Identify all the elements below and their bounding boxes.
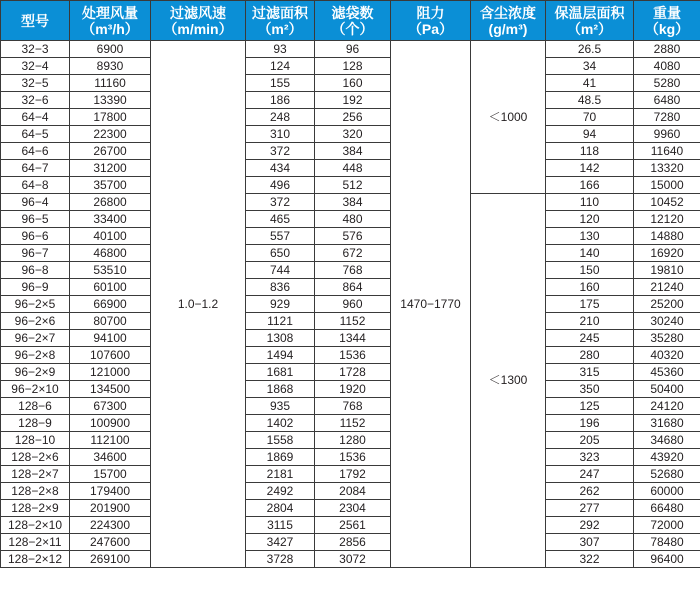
insulation-area-cell: 350 xyxy=(546,381,634,398)
table-row xyxy=(1,449,700,466)
airflow-cell: 34600 xyxy=(70,449,151,466)
airflow-cell: 269100 xyxy=(70,551,151,568)
filter-area-cell: 1402 xyxy=(246,415,315,432)
insulation-area-cell: 292 xyxy=(546,517,634,534)
bag-count-cell: 192 xyxy=(315,92,391,109)
table-row xyxy=(1,177,700,194)
weight-cell: 24120 xyxy=(634,398,700,415)
filter-area-cell: 929 xyxy=(246,296,315,313)
bag-count-cell: 1344 xyxy=(315,330,391,347)
table-row xyxy=(1,483,700,500)
filter-area-cell: 650 xyxy=(246,245,315,262)
insulation-area-cell: 245 xyxy=(546,330,634,347)
filter-area-cell: 372 xyxy=(246,194,315,211)
bag-count-cell: 960 xyxy=(315,296,391,313)
insulation-area-cell: 210 xyxy=(546,313,634,330)
airflow-cell: 15700 xyxy=(70,466,151,483)
airflow-cell: 46800 xyxy=(70,245,151,262)
insulation-area-cell: 322 xyxy=(546,551,634,568)
weight-cell: 50400 xyxy=(634,381,700,398)
col-header-model: 型号 xyxy=(1,1,70,41)
weight-cell: 19810 xyxy=(634,262,700,279)
table-row xyxy=(1,126,700,143)
header-row xyxy=(1,1,700,41)
model-cell: 64−7 xyxy=(1,160,70,177)
col-header-bag-count: 滤袋数 （个） xyxy=(315,1,391,41)
insulation-area-cell: 125 xyxy=(546,398,634,415)
filter-area-cell: 2492 xyxy=(246,483,315,500)
weight-cell: 9960 xyxy=(634,126,700,143)
filter-area-cell: 2181 xyxy=(246,466,315,483)
airflow-cell: 201900 xyxy=(70,500,151,517)
insulation-area-cell: 262 xyxy=(546,483,634,500)
bag-count-cell: 1280 xyxy=(315,432,391,449)
table-row xyxy=(1,381,700,398)
col-header-airflow: 处理风量 （m³/h） xyxy=(70,1,151,41)
weight-cell: 21240 xyxy=(634,279,700,296)
insulation-area-cell: 94 xyxy=(546,126,634,143)
airflow-cell: 6900 xyxy=(70,41,151,58)
weight-cell: 45360 xyxy=(634,364,700,381)
table-row xyxy=(1,432,700,449)
model-cell: 96−9 xyxy=(1,279,70,296)
bag-count-cell: 1728 xyxy=(315,364,391,381)
table-row xyxy=(1,75,700,92)
airflow-cell: 31200 xyxy=(70,160,151,177)
insulation-area-cell: 26.5 xyxy=(546,41,634,58)
table-row xyxy=(1,92,700,109)
insulation-area-cell: 120 xyxy=(546,211,634,228)
filter-area-cell: 434 xyxy=(246,160,315,177)
table-row xyxy=(1,313,700,330)
insulation-area-cell: 140 xyxy=(546,245,634,262)
table-row xyxy=(1,41,700,58)
insulation-area-cell: 150 xyxy=(546,262,634,279)
weight-cell: 15000 xyxy=(634,177,700,194)
insulation-area-cell: 48.5 xyxy=(546,92,634,109)
table-row xyxy=(1,551,700,568)
insulation-area-cell: 175 xyxy=(546,296,634,313)
insulation-area-cell: 307 xyxy=(546,534,634,551)
table-row xyxy=(1,330,700,347)
weight-cell: 96400 xyxy=(634,551,700,568)
filter-area-cell: 836 xyxy=(246,279,315,296)
table-row xyxy=(1,398,700,415)
insulation-area-cell: 277 xyxy=(546,500,634,517)
weight-cell: 12120 xyxy=(634,211,700,228)
bag-count-cell: 96 xyxy=(315,41,391,58)
weight-cell: 43920 xyxy=(634,449,700,466)
model-cell: 96−2×6 xyxy=(1,313,70,330)
insulation-area-cell: 142 xyxy=(546,160,634,177)
model-cell: 128−2×7 xyxy=(1,466,70,483)
model-cell: 32−5 xyxy=(1,75,70,92)
weight-cell: 60000 xyxy=(634,483,700,500)
filter-area-cell: 3115 xyxy=(246,517,315,534)
weight-cell: 34680 xyxy=(634,432,700,449)
bag-count-cell: 384 xyxy=(315,143,391,160)
model-cell: 64−4 xyxy=(1,109,70,126)
table-row xyxy=(1,534,700,551)
weight-cell: 78480 xyxy=(634,534,700,551)
model-cell: 96−6 xyxy=(1,228,70,245)
table-row xyxy=(1,466,700,483)
airflow-cell: 26700 xyxy=(70,143,151,160)
model-cell: 128−2×12 xyxy=(1,551,70,568)
table-row xyxy=(1,415,700,432)
bag-count-cell: 864 xyxy=(315,279,391,296)
airflow-cell: 33400 xyxy=(70,211,151,228)
insulation-area-cell: 160 xyxy=(546,279,634,296)
filter-area-cell: 1494 xyxy=(246,347,315,364)
filter-area-cell: 1558 xyxy=(246,432,315,449)
filter-area-cell: 248 xyxy=(246,109,315,126)
insulation-area-cell: 315 xyxy=(546,364,634,381)
filter-area-cell: 2804 xyxy=(246,500,315,517)
weight-cell: 52680 xyxy=(634,466,700,483)
model-cell: 96−2×9 xyxy=(1,364,70,381)
insulation-area-cell: 70 xyxy=(546,109,634,126)
model-cell: 96−2×7 xyxy=(1,330,70,347)
filter-area-cell: 1308 xyxy=(246,330,315,347)
model-cell: 64−5 xyxy=(1,126,70,143)
airflow-cell: 80700 xyxy=(70,313,151,330)
filter-area-cell: 1868 xyxy=(246,381,315,398)
model-cell: 64−8 xyxy=(1,177,70,194)
filter-area-cell: 372 xyxy=(246,143,315,160)
bag-count-cell: 768 xyxy=(315,398,391,415)
bag-count-cell: 256 xyxy=(315,109,391,126)
airflow-cell: 13390 xyxy=(70,92,151,109)
bag-count-cell: 1536 xyxy=(315,347,391,364)
filter-area-cell: 935 xyxy=(246,398,315,415)
insulation-area-cell: 280 xyxy=(546,347,634,364)
airflow-cell: 224300 xyxy=(70,517,151,534)
table-row xyxy=(1,143,700,160)
weight-cell: 25200 xyxy=(634,296,700,313)
model-cell: 96−2×5 xyxy=(1,296,70,313)
resistance-cell: 1470−1770 xyxy=(391,41,471,568)
model-cell: 128−2×11 xyxy=(1,534,70,551)
filter-area-cell: 124 xyxy=(246,58,315,75)
airflow-cell: 8930 xyxy=(70,58,151,75)
filter-area-cell: 1681 xyxy=(246,364,315,381)
insulation-area-cell: 247 xyxy=(546,466,634,483)
weight-cell: 66480 xyxy=(634,500,700,517)
model-cell: 128−2×10 xyxy=(1,517,70,534)
filter-area-cell: 3728 xyxy=(246,551,315,568)
weight-cell: 72000 xyxy=(634,517,700,534)
airflow-cell: 35700 xyxy=(70,177,151,194)
filter-area-cell: 155 xyxy=(246,75,315,92)
model-cell: 32−3 xyxy=(1,41,70,58)
insulation-area-cell: 205 xyxy=(546,432,634,449)
table-row xyxy=(1,296,700,313)
table-row xyxy=(1,364,700,381)
bag-count-cell: 1152 xyxy=(315,313,391,330)
filter-area-cell: 186 xyxy=(246,92,315,109)
bag-count-cell: 448 xyxy=(315,160,391,177)
insulation-area-cell: 323 xyxy=(546,449,634,466)
airflow-cell: 107600 xyxy=(70,347,151,364)
insulation-area-cell: 130 xyxy=(546,228,634,245)
table-row xyxy=(1,58,700,75)
airflow-cell: 67300 xyxy=(70,398,151,415)
bag-count-cell: 480 xyxy=(315,211,391,228)
airflow-cell: 134500 xyxy=(70,381,151,398)
bag-count-cell: 1152 xyxy=(315,415,391,432)
table-row xyxy=(1,347,700,364)
airflow-cell: 94100 xyxy=(70,330,151,347)
weight-cell: 4080 xyxy=(634,58,700,75)
filter-area-cell: 465 xyxy=(246,211,315,228)
weight-cell: 16920 xyxy=(634,245,700,262)
table-row xyxy=(1,211,700,228)
airflow-cell: 22300 xyxy=(70,126,151,143)
airflow-cell: 40100 xyxy=(70,228,151,245)
table-row xyxy=(1,109,700,126)
model-cell: 128−6 xyxy=(1,398,70,415)
col-header-filter-speed: 过滤风速 （m/min） xyxy=(151,1,246,41)
weight-cell: 31680 xyxy=(634,415,700,432)
model-cell: 128−10 xyxy=(1,432,70,449)
weight-cell: 11640 xyxy=(634,143,700,160)
bag-count-cell: 2304 xyxy=(315,500,391,517)
filter-area-cell: 557 xyxy=(246,228,315,245)
model-cell: 96−2×8 xyxy=(1,347,70,364)
weight-cell: 2880 xyxy=(634,41,700,58)
model-cell: 128−9 xyxy=(1,415,70,432)
col-header-dust-concentration: 含尘浓度 (g/m³) xyxy=(471,1,546,41)
col-header-weight: 重量 （kg） xyxy=(634,1,700,41)
col-header-filter-area: 过滤面积 （m²） xyxy=(246,1,315,41)
airflow-cell: 121000 xyxy=(70,364,151,381)
table-row xyxy=(1,160,700,177)
model-cell: 96−8 xyxy=(1,262,70,279)
insulation-area-cell: 118 xyxy=(546,143,634,160)
bag-count-cell: 384 xyxy=(315,194,391,211)
filter-area-cell: 744 xyxy=(246,262,315,279)
weight-cell: 5280 xyxy=(634,75,700,92)
table-row xyxy=(1,228,700,245)
table-row xyxy=(1,517,700,534)
insulation-area-cell: 34 xyxy=(546,58,634,75)
weight-cell: 35280 xyxy=(634,330,700,347)
airflow-cell: 112100 xyxy=(70,432,151,449)
dust-concentration-cell: ＜1300 xyxy=(471,194,546,568)
airflow-cell: 179400 xyxy=(70,483,151,500)
filter-area-cell: 1869 xyxy=(246,449,315,466)
insulation-area-cell: 166 xyxy=(546,177,634,194)
table-row xyxy=(1,245,700,262)
bag-count-cell: 512 xyxy=(315,177,391,194)
weight-cell: 13320 xyxy=(634,160,700,177)
model-cell: 96−2×10 xyxy=(1,381,70,398)
bag-count-cell: 1536 xyxy=(315,449,391,466)
table-row xyxy=(1,279,700,296)
bag-count-cell: 2084 xyxy=(315,483,391,500)
bag-count-cell: 576 xyxy=(315,228,391,245)
col-header-insulation-area: 保温层面积 （m²） xyxy=(546,1,634,41)
table-body xyxy=(1,41,700,568)
bag-count-cell: 672 xyxy=(315,245,391,262)
weight-cell: 7280 xyxy=(634,109,700,126)
weight-cell: 40320 xyxy=(634,347,700,364)
weight-cell: 30240 xyxy=(634,313,700,330)
model-cell: 128−2×9 xyxy=(1,500,70,517)
airflow-cell: 247600 xyxy=(70,534,151,551)
bag-count-cell: 320 xyxy=(315,126,391,143)
model-cell: 128−2×6 xyxy=(1,449,70,466)
filter-area-cell: 93 xyxy=(246,41,315,58)
insulation-area-cell: 110 xyxy=(546,194,634,211)
model-cell: 96−5 xyxy=(1,211,70,228)
weight-cell: 10452 xyxy=(634,194,700,211)
airflow-cell: 17800 xyxy=(70,109,151,126)
filter-area-cell: 310 xyxy=(246,126,315,143)
dust-concentration-cell: ＜1000 xyxy=(471,41,546,194)
weight-cell: 14880 xyxy=(634,228,700,245)
bag-count-cell: 2856 xyxy=(315,534,391,551)
col-header-resistance: 阻力 （Pa） xyxy=(391,1,471,41)
model-cell: 96−4 xyxy=(1,194,70,211)
bag-count-cell: 2561 xyxy=(315,517,391,534)
bag-count-cell: 3072 xyxy=(315,551,391,568)
filter-speed-cell: 1.0−1.2 xyxy=(151,41,246,568)
insulation-area-cell: 41 xyxy=(546,75,634,92)
model-cell: 128−2×8 xyxy=(1,483,70,500)
bag-count-cell: 768 xyxy=(315,262,391,279)
airflow-cell: 100900 xyxy=(70,415,151,432)
airflow-cell: 11160 xyxy=(70,75,151,92)
filter-area-cell: 3427 xyxy=(246,534,315,551)
weight-cell: 6480 xyxy=(634,92,700,109)
insulation-area-cell: 196 xyxy=(546,415,634,432)
airflow-cell: 66900 xyxy=(70,296,151,313)
airflow-cell: 60100 xyxy=(70,279,151,296)
table-row xyxy=(1,262,700,279)
bag-count-cell: 1920 xyxy=(315,381,391,398)
bag-count-cell: 160 xyxy=(315,75,391,92)
model-cell: 96−7 xyxy=(1,245,70,262)
filter-area-cell: 1121 xyxy=(246,313,315,330)
model-cell: 64−6 xyxy=(1,143,70,160)
filter-area-cell: 496 xyxy=(246,177,315,194)
model-cell: 32−6 xyxy=(1,92,70,109)
table-row xyxy=(1,194,700,211)
bag-count-cell: 128 xyxy=(315,58,391,75)
bag-count-cell: 1792 xyxy=(315,466,391,483)
model-cell: 32−4 xyxy=(1,58,70,75)
table-row xyxy=(1,500,700,517)
airflow-cell: 26800 xyxy=(70,194,151,211)
airflow-cell: 53510 xyxy=(70,262,151,279)
